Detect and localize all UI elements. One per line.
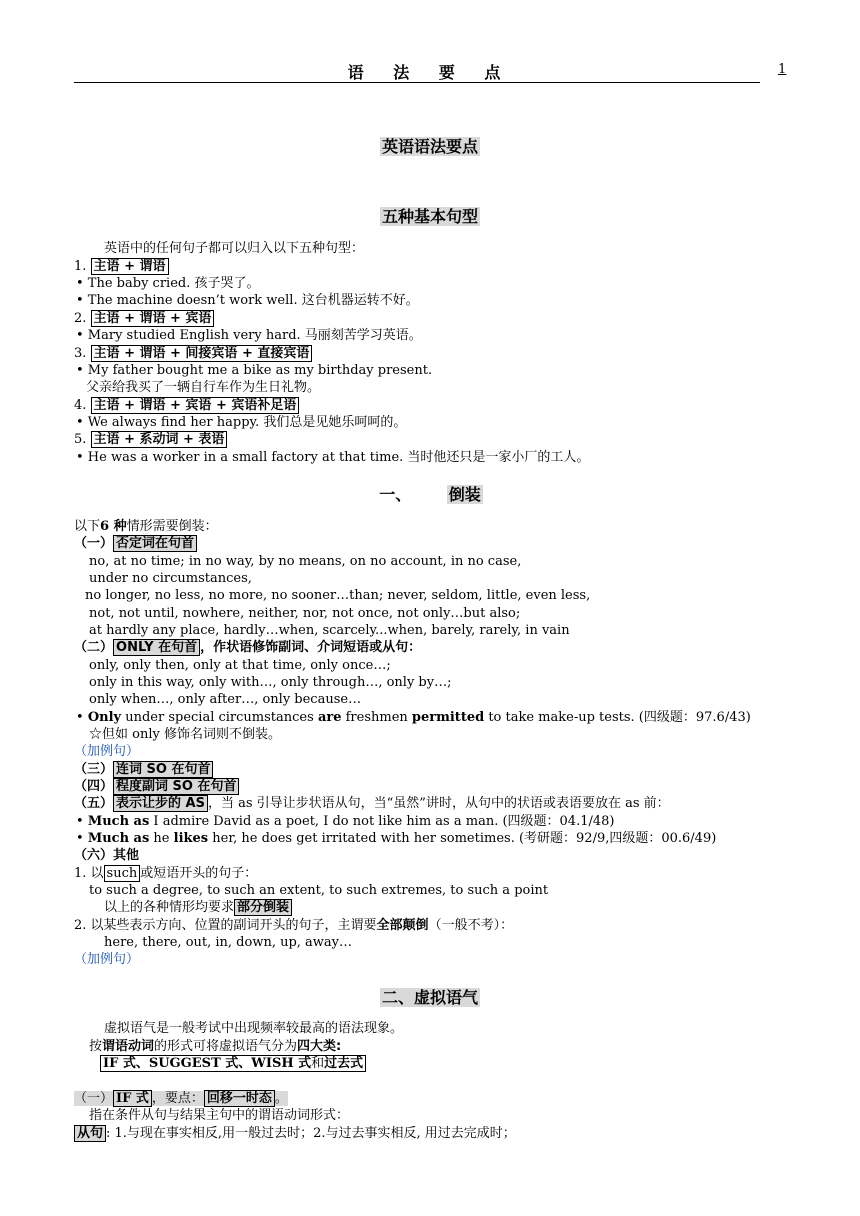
case-1-list-4: not, not until, nowhere, neither, nor, not once, not only…but also; <box>89 606 521 621</box>
inversion-intro: 以下6 种情形需要倒装： <box>74 519 218 534</box>
pattern-3: 3. 主语 + 谓语 + 间接宾语 + 直接宾语 <box>74 345 312 362</box>
case-2-list-2: only in this way, only with…, only through…, only by…; <box>89 675 452 690</box>
section-five-patterns-title: 五种基本句型 <box>381 207 478 226</box>
case-1-list-1: no, at no time; in no way, by no means, on no account, in no case, <box>89 554 522 569</box>
header-rule <box>74 82 760 83</box>
section-inversion-title: 一、 倒装 <box>379 485 481 504</box>
section-subjunctive-title: 二、虚拟语气 <box>381 988 478 1007</box>
pattern-4-example: • We always find her happy. 我们总是见她乐呵呵的。 <box>76 415 407 430</box>
case-5-example-2: • Much as he likes her, he does get irritated with her sometimes. (考研题：92/9,四级题：00.6/49) <box>76 831 717 846</box>
case-6-item-2: 2. 以某些表示方向、位置的副词开头的句子，主谓要全部颠倒（一般不考）： <box>74 918 514 933</box>
add-example-link-2[interactable]: （加例句） <box>74 952 140 967</box>
case-1-list-5: at hardly any place, hardly…when, scarcely...when, barely, rarely, in vain <box>89 623 570 638</box>
case-1-list-3: no longer, no less, no more, no sooner…than; never, seldom, little, even less, <box>85 588 591 603</box>
case-6-item-2-list: here, there, out, in, down, up, away… <box>104 935 353 950</box>
pattern-1-example-2: • The machine doesn’t work well. 这台机器运转不好。 <box>76 293 419 308</box>
if-type-description: 指在条件从句与结果主句中的谓语动词形式： <box>89 1108 350 1123</box>
case-6-item-1-list: to such a degree, to such an extent, to such extremes, to such a point <box>89 883 549 898</box>
subjunctive-categories: 按谓语动词的形式可将虚拟语气分为四大类: <box>89 1039 342 1054</box>
pattern-1: 1. 主语 + 谓语 <box>74 258 169 275</box>
case-5-heading: （五） 表示让步的 AS ，当 as 引导让步状语从句，当“虽然”讲时，从句中的状语或表语要放在 as 前： <box>74 796 670 811</box>
pattern-4: 4. 主语 + 谓语 + 宾语 + 宾语补足语 <box>74 397 299 414</box>
pattern-5: 5. 主语 + 系动词 + 表语 <box>74 431 227 448</box>
case-4-heading: （四） 程度副词 SO 在句首 <box>74 778 239 795</box>
subjunctive-intro: 虚拟语气是一般考试中出现频率较最高的语法现象。 <box>104 1021 404 1036</box>
case-1-heading: （一） 否定词在句首 <box>74 535 197 552</box>
pattern-3-example: • My father bought me a bike as my birthday present. <box>76 363 433 378</box>
case-3-heading: （三） 连词 SO 在句首 <box>74 761 213 778</box>
add-example-link-1[interactable]: （加例句） <box>74 744 140 759</box>
case-2-heading: （二） ONLY 在句首 ，作状语修饰副词、介词短语或从句： <box>74 640 422 655</box>
clause-rule: 从句 : 1.与现在事实相反,用一般过去时；2.与过去事实相反, 用过去完成时； <box>74 1125 516 1142</box>
case-2-example: • Only under special circumstances are freshmen permitted to take make-up tests. (四级题：97.6/43) <box>76 710 751 725</box>
page-number: 1 <box>778 62 787 77</box>
case-5-example-1: • Much as I admire David as a poet, I do not like him as a man. (四级题：04.1/48) <box>76 814 615 829</box>
pattern-1-example-1: • The baby cried. 孩子哭了。 <box>76 276 260 291</box>
pattern-5-example: • He was a worker in a small factory at that time. 当时他还只是一家小厂的工人。 <box>76 450 590 465</box>
case-1-list-2: under no circumstances, <box>89 571 252 586</box>
case-2-list-1: only, only then, only at that time, only once…; <box>89 658 391 673</box>
case-6-item-1: 1. 以 such 或短语开头的句子： <box>74 866 258 881</box>
case-2-note: ☆但如 only 修饰名词则不倒装。 <box>89 727 281 742</box>
pattern-3-translation: 父亲给我买了一辆自行车作为生日礼物。 <box>86 380 321 395</box>
case-2-list-3: only when…, only after…, only because… <box>89 692 362 707</box>
doc-title: 英语语法要点 <box>381 137 478 156</box>
pattern-2: 2. 主语 + 谓语 + 宾语 <box>74 310 214 327</box>
subjunctive-types: IF 式、SUGGEST 式、WISH 式和过去式 <box>100 1055 366 1072</box>
five-patterns-intro: 英语中的任何句子都可以归入以下五种句型： <box>104 241 365 256</box>
case-6-heading: （六）其他 <box>74 848 140 863</box>
header-title: 语 法 要 点 <box>347 63 513 82</box>
if-type-heading: （一） IF 式 ，要点： 回移一时态 。 <box>74 1091 288 1106</box>
case-6-item-1-note: 以上的各种情形均要求 部分倒装 <box>104 899 292 916</box>
pattern-2-example: • Mary studied English very hard. 马丽刻苦学习英语。 <box>76 328 422 343</box>
